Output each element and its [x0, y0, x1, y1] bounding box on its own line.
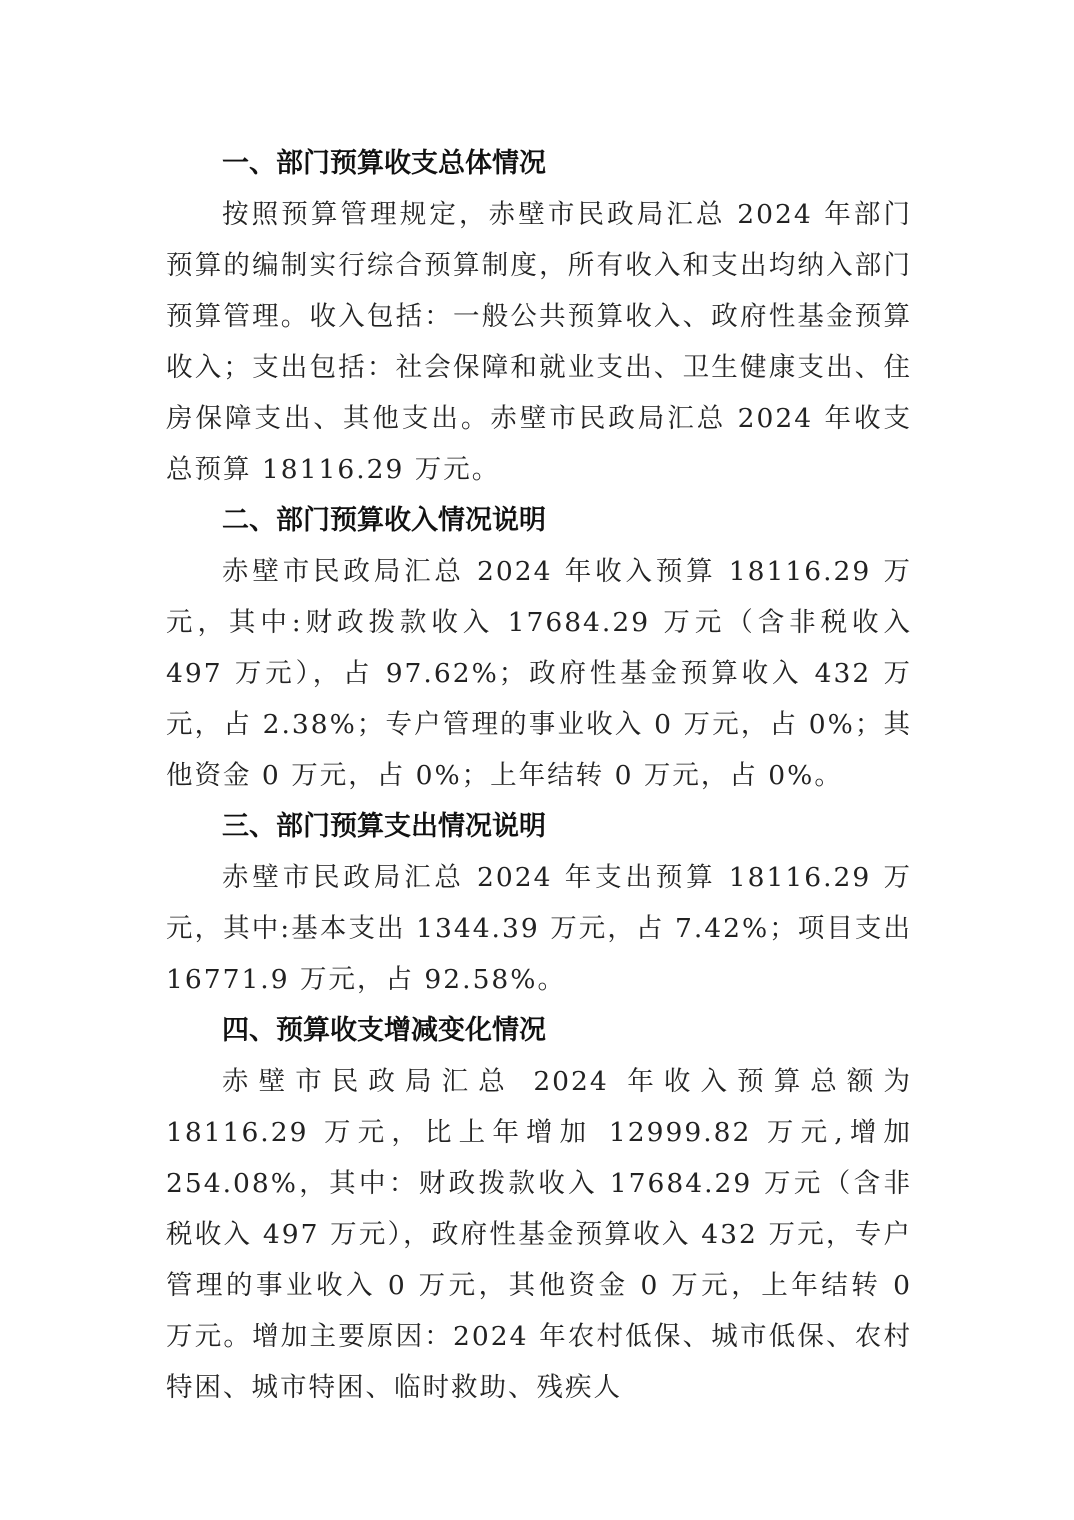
section-heading: 四、预算收支增减变化情况	[222, 1015, 546, 1046]
section-overall	[166, 138, 912, 495]
section-paragraph: 赤壁市民政局汇总 2024 年收入预算 18116.29 万元，其中:财政拨款收入 17684.29 万元（含非税收入 497 万元），占 97.62%；政府性基金预算收入 432 万元，占 2.38%；专户管理的事业收入 0 万元，占 0%；其他资金 0 万元，占 0%；上年结转 0 万元，占 0%。	[166, 556, 912, 791]
section-paragraph: 按照预算管理规定，赤壁市民政局汇总 2024 年部门预算的编制实行综合预算制度，所有收入和支出均纳入部门预算管理。收入包括：一般公共预算收入、政府性基金预算收入；支出包括：社会保障和就业支出、卫生健康支出、住房保障支出、其他支出。赤壁市民政局汇总 2024 年收支总预算 18116.29 万元。	[166, 199, 912, 485]
document-content	[166, 138, 912, 1413]
section-heading: 三、部门预算支出情况说明	[222, 811, 546, 842]
section-heading: 二、部门预算收入情况说明	[222, 505, 546, 536]
section-change	[166, 1005, 912, 1413]
section-paragraph: 赤壁市民政局汇总 2024 年支出预算 18116.29 万元，其中:基本支出 1344.39 万元，占 7.42%；项目支出 16771.9 万元，占 92.58%。	[166, 862, 912, 995]
section-expenditure	[166, 801, 912, 1005]
section-income	[166, 495, 912, 801]
section-paragraph: 赤壁市民政局汇总 2024 年收入预算总额为 18116.29 万元，比上年增加 12999.82 万元,增加 254.08%，其中：财政拨款收入 17684.29 万元（含非税收入 497 万元），政府性基金预算收入 432 万元，专户管理的事业收入 0 万元，其他资金 0 万元，上年结转 0 万元。增加主要原因：2024 年农村低保、城市低保、农村特困、城市特困、临时救助、残疾人	[166, 1066, 912, 1403]
section-heading: 一、部门预算收支总体情况	[222, 148, 546, 179]
